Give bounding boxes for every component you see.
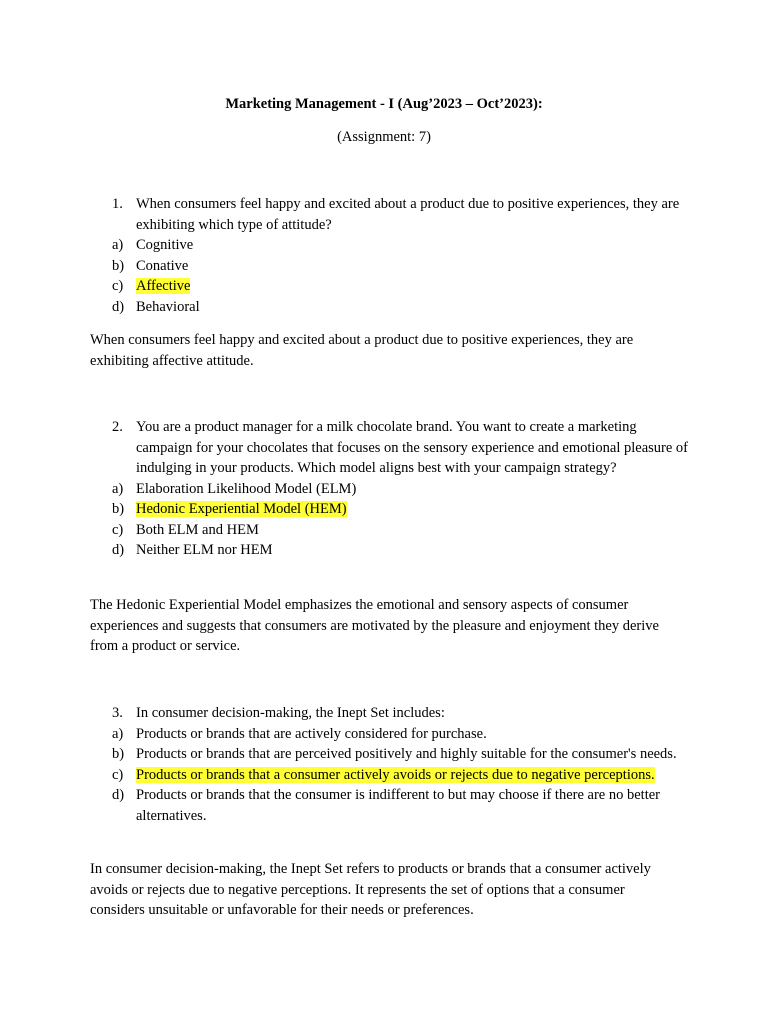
option-a xyxy=(0,479,768,500)
question-2-stem xyxy=(0,417,768,479)
option-b-correct xyxy=(0,499,768,520)
option-text: Behavioral xyxy=(136,298,200,315)
option-text: Products or brands that are perceived positively and highly suitable for the consumer's needs. xyxy=(136,746,677,762)
option-c xyxy=(0,520,768,541)
option-text: Products or brands that are actively considered for purchase. xyxy=(136,725,487,742)
option-b xyxy=(0,256,768,277)
document-title: Marketing Management - I (Aug’2023 – Oct’2023): xyxy=(225,96,543,112)
question-3-stem xyxy=(0,703,768,724)
question-1 xyxy=(0,194,768,317)
option-letter: b) xyxy=(112,746,125,762)
option-letter: b) xyxy=(112,501,125,517)
option-c-correct xyxy=(0,276,768,297)
question-number: 1. xyxy=(112,196,123,212)
highlighted-answer: Hedonic Experiential Model (HEM) xyxy=(136,501,347,517)
option-text: Both ELM and HEM xyxy=(136,521,259,538)
option-text: Products or brands that the consumer is indifferent to but may choose if there are no better alternatives. xyxy=(136,787,660,824)
question-2 xyxy=(0,417,768,561)
option-letter: c) xyxy=(112,278,124,294)
option-text: Neither ELM nor HEM xyxy=(136,542,273,558)
option-text: Conative xyxy=(136,257,189,274)
option-d xyxy=(0,785,768,826)
option-d xyxy=(0,297,768,318)
option-letter: a) xyxy=(112,237,124,253)
question-1-stem xyxy=(0,194,768,235)
option-letter: d) xyxy=(112,787,125,803)
explanation-3: In consumer decision-making, the Inept Set refers to products or brands that a consumer actively avoids or rejects due to negative perceptions. It represents the set of options that a consumer considers unsuitable or unfavorable for their needs or preferences. xyxy=(90,861,651,918)
option-letter: c) xyxy=(112,521,124,538)
option-a xyxy=(0,235,768,256)
option-letter: a) xyxy=(112,480,124,497)
option-text: Cognitive xyxy=(136,237,194,253)
option-letter: b) xyxy=(112,257,125,274)
question-text: In consumer decision-making, the Inept Set includes: xyxy=(136,705,445,721)
option-b xyxy=(0,744,768,765)
highlighted-answer: Products or brands that a consumer actively avoids or rejects due to negative perceptions. xyxy=(136,766,655,783)
option-c-correct xyxy=(0,765,768,786)
highlighted-answer: Affective xyxy=(136,278,191,294)
explanation-1: When consumers feel happy and excited about a product due to positive experiences, they are exhibiting affective attitude. xyxy=(90,332,634,369)
question-text: You are a product manager for a milk chocolate brand. You want to create a marketing campaign for your chocolates that focuses on the sensory experience and emotional pleasure of indulging in your products. Which model aligns best with your campaign strategy? xyxy=(136,419,689,476)
option-letter: d) xyxy=(112,298,125,315)
option-text: Elaboration Likelihood Model (ELM) xyxy=(136,480,357,497)
option-d xyxy=(0,540,768,561)
question-number: 3. xyxy=(112,705,123,721)
assignment-subtitle: (Assignment: 7) xyxy=(337,129,431,145)
option-letter: c) xyxy=(112,766,124,783)
question-number: 2. xyxy=(112,419,123,435)
question-text: When consumers feel happy and excited about a product due to positive experiences, they are exhibiting which type of attitude? xyxy=(136,196,680,233)
option-letter: a) xyxy=(112,725,124,742)
option-letter: d) xyxy=(112,542,125,558)
question-3 xyxy=(0,703,768,826)
explanation-2: The Hedonic Experiential Model emphasizes the emotional and sensory aspects of consumer experiences and suggests that consumers are motivated by the pleasure and enjoyment they derive from a product or service. xyxy=(90,597,659,654)
option-a xyxy=(0,724,768,745)
